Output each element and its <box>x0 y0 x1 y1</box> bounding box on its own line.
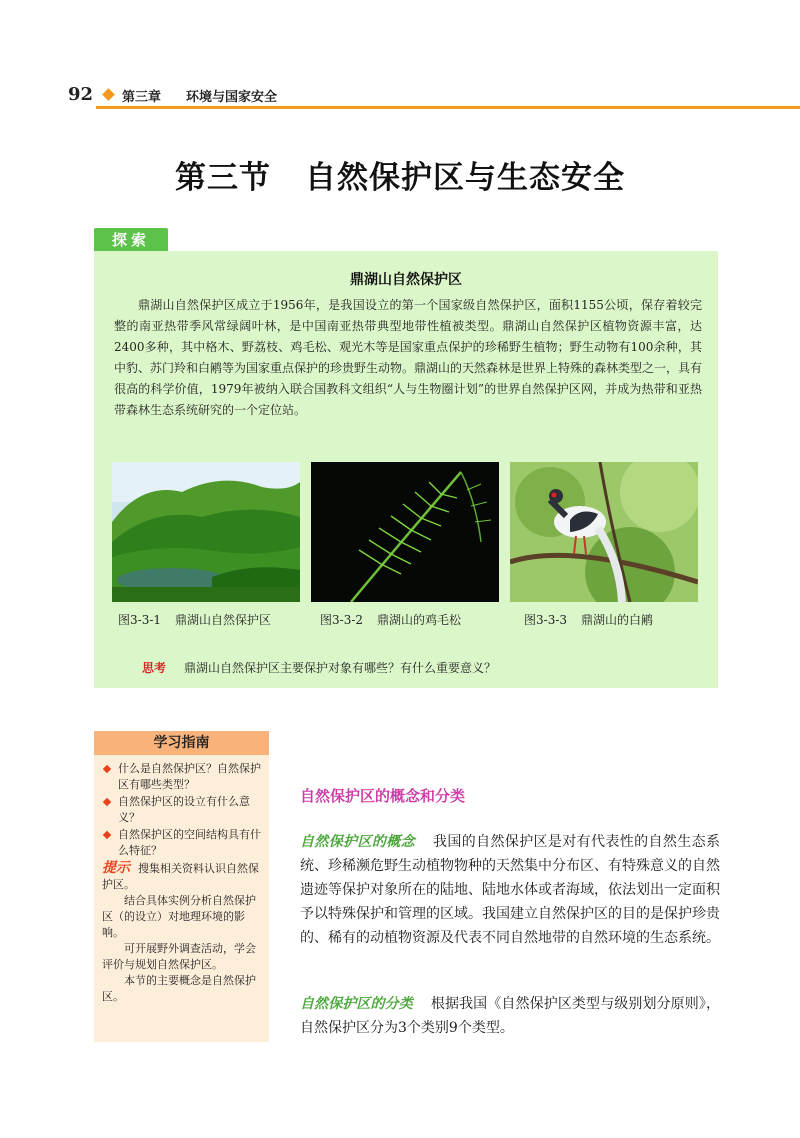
study-guide-title: 学习指南 <box>94 731 269 755</box>
figure-number: 图3-3-2 <box>320 613 364 627</box>
figure-caption <box>118 611 271 628</box>
paragraph-text: 根据我国《自然保护区类型与级别划分原则》，自然保护区分为3个类别9个类型。 <box>300 996 721 1036</box>
body-paragraph <box>300 992 720 1040</box>
figure-title: 鼎湖山的鸡毛松 <box>377 613 462 627</box>
figure-number: 图3-3-3 <box>524 613 568 627</box>
guide-paragraph: 可开展野外调查活动，学会评价与规划自然保护区。 <box>102 942 256 971</box>
list-item <box>102 761 264 793</box>
figure-title: 鼎湖山自然保护区 <box>175 613 272 627</box>
list-item <box>102 827 264 859</box>
explore-title: 鼎湖山自然保护区 <box>350 272 462 288</box>
photo-dinghushan-reserve <box>112 462 300 602</box>
figure-number: 图3-3-1 <box>118 613 162 627</box>
explore-box <box>94 251 718 688</box>
diamond-bullet-icon <box>103 831 111 839</box>
term-label: 自然保护区的概念 <box>300 834 415 850</box>
figure-caption <box>320 611 461 628</box>
study-guide-body <box>102 761 264 1005</box>
chapter-title: 环境与国家安全 <box>186 90 278 105</box>
study-guide <box>94 731 269 1042</box>
guide-item-text: 自然保护区的设立有什么意义？ <box>118 795 250 824</box>
list-item <box>102 794 264 826</box>
subheading: 自然保护区的概念和分类 <box>300 787 466 805</box>
header-rule <box>96 106 800 109</box>
photo-silver-pheasant <box>510 462 698 602</box>
figure-title: 鼎湖山的白鹇 <box>581 613 654 627</box>
guide-item-text: 什么是自然保护区？自然保护区有哪些类型？ <box>118 762 261 791</box>
think-label: 思考 <box>142 661 167 675</box>
section-label: 第三节 <box>175 160 271 196</box>
body-paragraph <box>300 830 720 950</box>
figure-caption <box>524 611 653 628</box>
hint-text: 搜集相关资料认识自然保护区。 <box>102 862 259 891</box>
section-title-text: 自然保护区与生态安全 <box>305 160 625 196</box>
diamond-bullet-icon <box>103 798 111 806</box>
diamond-icon <box>102 88 115 101</box>
term-label: 自然保护区的分类 <box>300 996 413 1012</box>
section-title <box>0 152 800 197</box>
chapter-label: 第三章 <box>122 90 162 105</box>
explore-text: 鼎湖山自然保护区成立于1956年，是我国设立的第一个国家级自然保护区，面积1155公顷，保存着较完整的南亚热带季风常绿阔叶林，是中国南亚热带典型地带性植被类型。鼎湖山自然保护区植物资源丰富，达2400多种，其中格木、野荔枝、鸡毛松、观光木等是国家重点保护的珍稀野生植物；野生动物有100余种，其中豹、苏门羚和白鹇等为国家重点保护的珍贵野生动物。鼎湖山的天然森林是世界上特殊的森林类型之一，具有很高的科学价值，1979年被纳入联合国教科文组织“人与生物圈计划”的世界自然保护区网，并成为热带和亚热带森林生态系统研究的一个定位站。 <box>114 298 703 417</box>
guide-paragraph: 结合具体实例分析自然保护区（的设立）对地理环境的影响。 <box>102 894 256 939</box>
photo-podocarpus <box>311 462 499 602</box>
paragraph-text: 我国的自然保护区是对有代表性的自然生态系统、珍稀濒危野生动植物物种的天然集中分布区、有特殊意义的自然遗迹等保护对象所在的陆地、陆地水体或者海域，依法划出一定面积予以特殊保护和管理的区域。我国建立自然保护区的目的是保护珍贵的、稀有的动植物资源及代表不同自然地带的自然环境的生态系统。 <box>300 834 721 946</box>
hint-label: 提示 <box>102 860 130 876</box>
think-question: 鼎湖山自然保护区主要保护对象有哪些？有什么重要意义？ <box>184 661 497 675</box>
guide-item-text: 自然保护区的空间结构具有什么特征？ <box>118 828 261 857</box>
guide-hint <box>102 860 264 893</box>
explore-tab: 探索 <box>94 228 168 252</box>
page-number: 92 <box>68 84 94 105</box>
guide-paragraph: 本节的主要概念是自然保护区。 <box>102 974 256 1003</box>
diamond-bullet-icon <box>103 765 111 773</box>
